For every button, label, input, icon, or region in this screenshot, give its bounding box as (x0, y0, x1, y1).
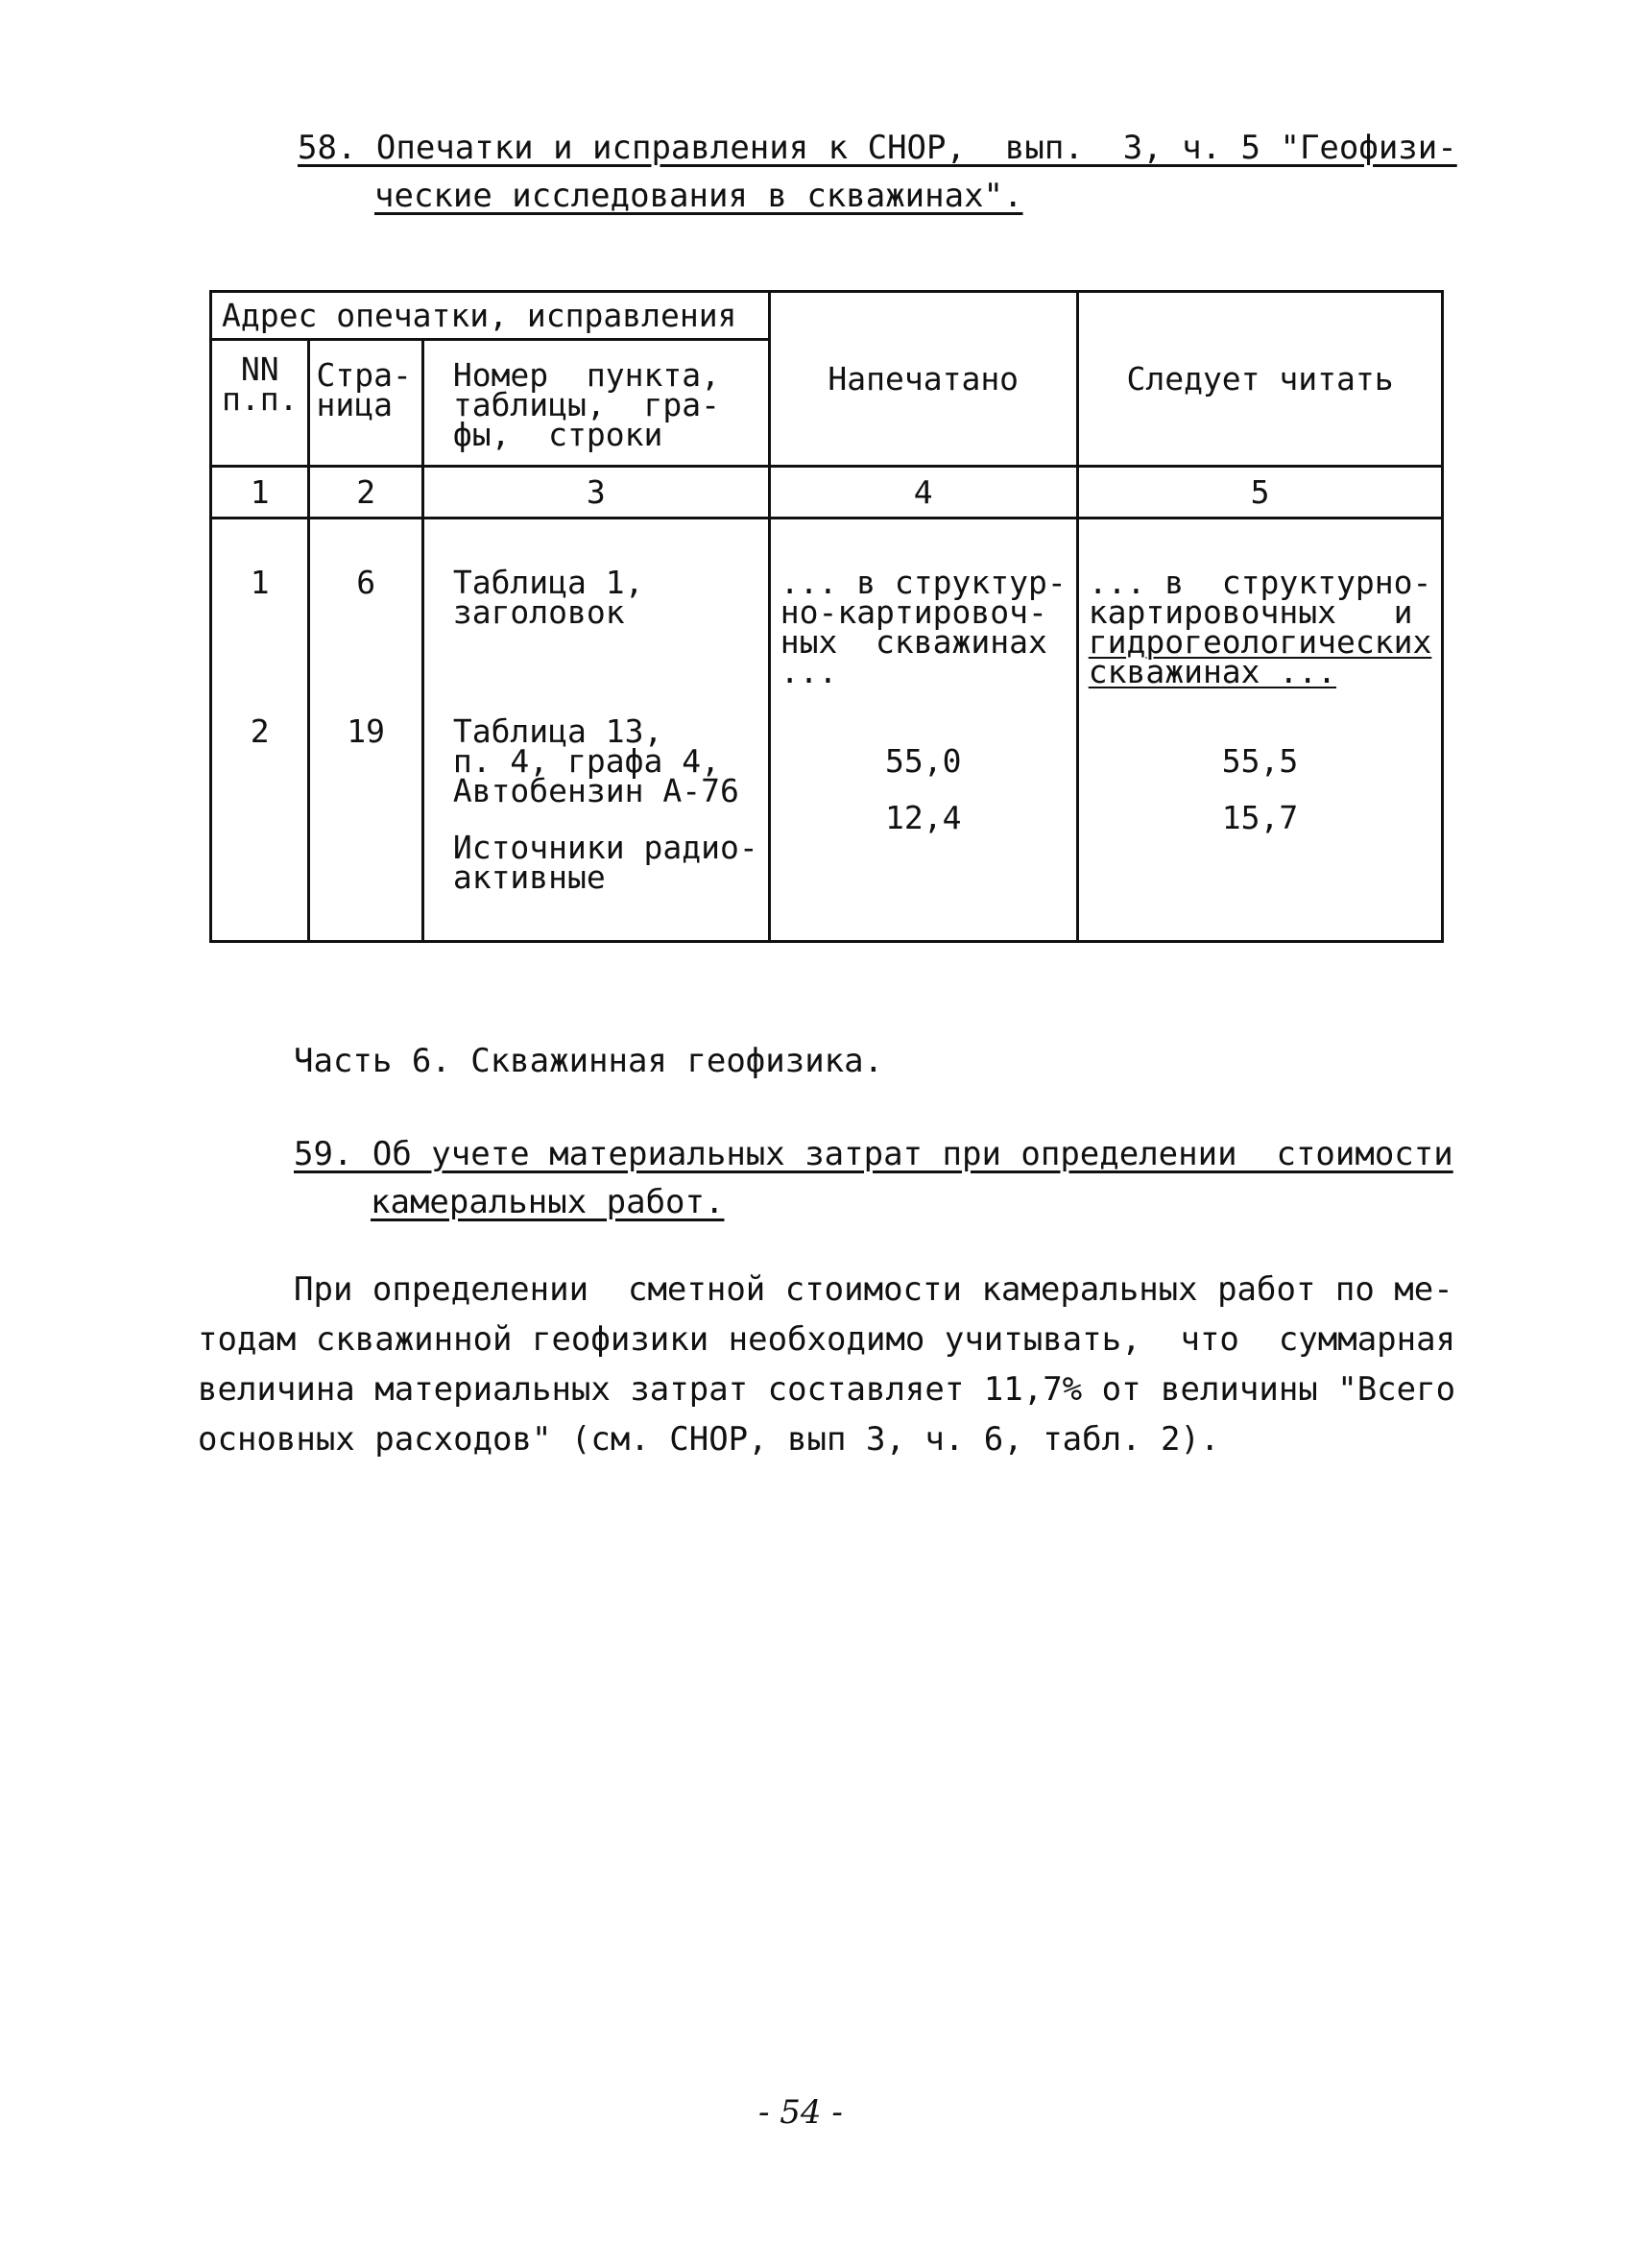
page-cell: 6 19 (309, 519, 422, 942)
column-number-row (211, 467, 1443, 519)
part-6-title: Часть 6. Скважинная геофизика. (294, 1042, 884, 1080)
column-number: 3 (422, 467, 769, 519)
column-number: 5 (1077, 467, 1443, 519)
column-number: 2 (309, 467, 422, 519)
table-header-row-1 (211, 292, 1443, 340)
item-cell: Таблица 1, заголовок Таблица 13, п. 4, графа 4, Автобензин А-76 Источники радио- активные (422, 519, 769, 942)
printed-cell: ... в структур- но-картировоч- ных скважинах ... 55,0 12,4 (769, 519, 1077, 942)
section-59-heading-line2: камеральных работ. (371, 1183, 725, 1221)
section-58-heading-line1: 58. Опечатки и исправления к СНОР, вып. 3, ч. 5 "Геофизи- (298, 129, 1457, 167)
page-number: - 54 - (758, 2093, 843, 2132)
read-header: Следует читать (1077, 292, 1443, 467)
table-body-row (211, 519, 1443, 942)
section-59-heading-line1: 59. Об учете материальных затрат при определении стоимости (294, 1135, 1453, 1173)
column-number: 4 (769, 467, 1077, 519)
paragraph-line: величина материальных затрат составляет 11,7% от величины "Всего (198, 1370, 1456, 1409)
paragraph-line: основных расходов" (см. СНОР, вып 3, ч. 6, табл. 2). (198, 1420, 1220, 1459)
paragraph-line: При определении сметной стоимости камеральных работ по ме- (294, 1270, 1453, 1309)
item-header: Номер пункта, таблицы, гра- фы, строки (422, 340, 769, 467)
errata-table (209, 290, 1444, 943)
nn-cell: 1 2 (211, 519, 309, 942)
address-header: Адрес опечатки, исправления (211, 292, 770, 340)
page-header: Стра- ница (309, 340, 422, 467)
printed-header: Напечатано (769, 292, 1077, 467)
read-cell: ... в структурно- картировочных и гидрогеологических скважинах ... 55,5 15,7 (1077, 519, 1443, 942)
section-58-heading-line2: ческие исследования в скважинах". (374, 177, 1023, 215)
column-number: 1 (211, 467, 309, 519)
nn-header: NN п.п. (211, 340, 309, 467)
paragraph-line: тодам скважинной геофизики необходимо учитывать, что суммарная (198, 1320, 1456, 1359)
